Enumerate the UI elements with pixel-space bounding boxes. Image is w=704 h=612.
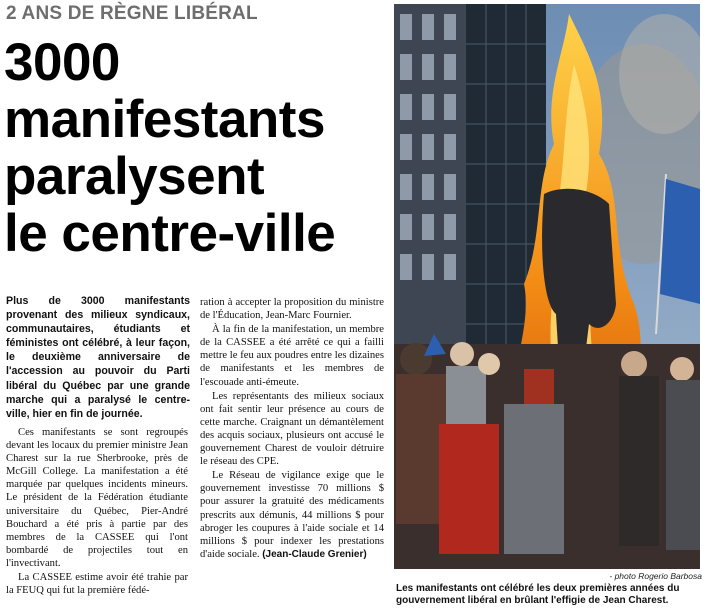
paragraph: La CASSEE estime avoir été trahie par la FEUQ qui fut la première fédé-: [6, 572, 188, 597]
paragraph: Ces manifestants se sont regroupés devant les locaux du premier ministre Jean Charest sur la rue Sherbrooke, près de McGill College. La manifestation a été marquée par quelques incidents mineurs. Le président de la Fédération étudiante universitaire du Québec, Pier-André Bouchard a été pris à partie par des membres de la CASSEE qui l'ont bombardé de projectiles tout en l'invectivant.: [6, 427, 188, 569]
paragraph-text: Le Réseau de vigilance exige que le gouvernement investisse 70 millions $ pour assurer la gratuité des médicaments prescrits aux démunis, 44 millions $ pour abroger les coupures à l'aide sociale et 14 millions $ pour indexer les prestations d'aide sociale.: [200, 470, 384, 560]
photo-credit: - photo Rogerio Barbosa: [609, 571, 702, 581]
author-signature: (Jean-Claude Grenier): [262, 548, 367, 560]
paragraph: ration à accepter la proposition du ministre de l'Éducation, Jean-Marc Fournier.: [200, 297, 384, 322]
paragraph: Les représentants des milieux sociaux ont fait sentir leur présence au cours de cette marche. Craignant un démantèlement des acquis sociaux, plusieurs ont accusé le gouvernement Charest de vouloir détruire le réseau des CPE.: [200, 390, 384, 468]
article-column-1: [6, 426, 188, 598]
headline-line: 3000: [4, 33, 120, 92]
news-photo: [394, 4, 700, 569]
paragraph: À la fin de la manifestation, un membre de la CASSEE a été arrêté ce qui a failli mettre le feu aux poudres entre les dizaines de manifestants et les membres de l'escouade anti-émeute.: [200, 324, 384, 388]
paragraph: [200, 469, 384, 561]
burning-effigy-image: [394, 4, 700, 569]
headline: [4, 34, 390, 262]
headline-line: paralysent: [4, 147, 265, 206]
headline-line: le centre-ville: [4, 204, 336, 263]
photo-caption: Les manifestants ont célébré les deux premières années du gouvernement libéral en brûlant l'effigie de Jean Charest.: [396, 583, 680, 607]
section-kicker: 2 ANS DE RÈGNE LIBÉRAL: [6, 3, 258, 24]
headline-line: manifestants: [4, 90, 325, 149]
article-column-2: [200, 296, 384, 562]
lede-paragraph: Plus de 3000 manifestants provenant des milieux syndicaux, communautaires, étudiants et féministes ont célébré, à leur façon, le deuxième anniversaire de l'accession au pouvoir du Parti libéral du Québec par une grande marche qui a paralysé le centre-ville, hier en fin de journée.: [6, 295, 190, 420]
